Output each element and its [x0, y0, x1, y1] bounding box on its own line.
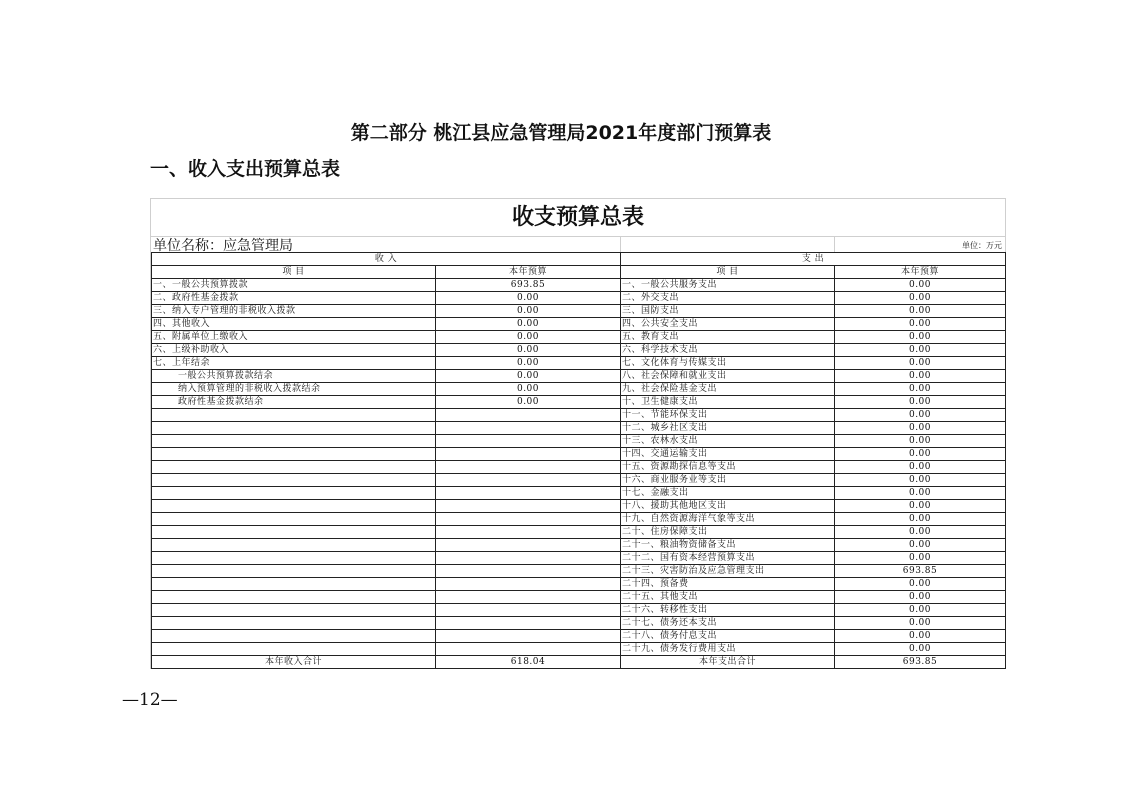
expense-value: 0.00 — [835, 513, 1006, 526]
expense-item: 二十、住房保障支出 — [621, 526, 835, 539]
expense-value: 0.00 — [835, 292, 1006, 305]
expense-value: 0.00 — [835, 591, 1006, 604]
budget-sheet — [150, 198, 1006, 669]
table-row — [152, 565, 1006, 578]
income-item: 政府性基金拨款结余 — [152, 396, 436, 409]
income-item: 三、纳入专户管理的非税收入拨款 — [152, 305, 436, 318]
expense-total-value: 693.85 — [835, 656, 1006, 669]
income-value: 0.00 — [436, 357, 621, 370]
expense-value: 0.00 — [835, 305, 1006, 318]
expense-value: 0.00 — [835, 643, 1006, 656]
expense-item: 二、外交支出 — [621, 292, 835, 305]
income-item — [152, 604, 436, 617]
income-total-label: 本年收入合计 — [152, 656, 436, 669]
budget-table — [151, 252, 1006, 669]
income-item — [152, 500, 436, 513]
expense-item: 二十八、债务付息支出 — [621, 630, 835, 643]
expense-item: 十九、自然资源海洋气象等支出 — [621, 513, 835, 526]
expense-item: 十三、农林水支出 — [621, 435, 835, 448]
income-value — [436, 500, 621, 513]
expense-item: 二十六、转移性支出 — [621, 604, 835, 617]
expense-item: 十八、援助其他地区支出 — [621, 500, 835, 513]
expense-item-column-header: 项 目 — [621, 266, 835, 279]
income-item — [152, 565, 436, 578]
income-value — [436, 565, 621, 578]
expense-item: 二十四、预备费 — [621, 578, 835, 591]
table-row — [152, 578, 1006, 591]
expense-value: 0.00 — [835, 630, 1006, 643]
expense-value: 0.00 — [835, 370, 1006, 383]
column-header-row — [152, 266, 1006, 279]
sheet-title: 收支预算总表 — [151, 199, 1005, 237]
income-value: 0.00 — [436, 305, 621, 318]
expense-item: 二十九、债务发行费用支出 — [621, 643, 835, 656]
table-row — [152, 617, 1006, 630]
income-item — [152, 526, 436, 539]
income-value — [436, 604, 621, 617]
income-item — [152, 448, 436, 461]
income-item — [152, 461, 436, 474]
expense-value: 0.00 — [835, 331, 1006, 344]
divider — [834, 237, 835, 252]
expense-item: 十六、商业服务业等支出 — [621, 474, 835, 487]
table-row — [152, 526, 1006, 539]
income-item — [152, 630, 436, 643]
income-item — [152, 539, 436, 552]
expense-total-label: 本年支出合计 — [621, 656, 835, 669]
expense-item: 十二、城乡社区支出 — [621, 422, 835, 435]
income-value — [436, 643, 621, 656]
income-value: 0.00 — [436, 292, 621, 305]
income-value — [436, 617, 621, 630]
table-row — [152, 500, 1006, 513]
income-value — [436, 630, 621, 643]
expense-value: 0.00 — [835, 279, 1006, 292]
expense-value: 0.00 — [835, 435, 1006, 448]
table-row — [152, 292, 1006, 305]
expense-item: 十七、金融支出 — [621, 487, 835, 500]
expense-item: 三、国防支出 — [621, 305, 835, 318]
unit-row — [151, 237, 1005, 252]
income-item — [152, 643, 436, 656]
table-row — [152, 552, 1006, 565]
expense-item: 十一、节能环保支出 — [621, 409, 835, 422]
income-value: 0.00 — [436, 344, 621, 357]
income-item: 一般公共预算拨款结余 — [152, 370, 436, 383]
income-value: 0.00 — [436, 396, 621, 409]
table-row — [152, 630, 1006, 643]
income-value — [436, 409, 621, 422]
income-value — [436, 578, 621, 591]
income-item — [152, 474, 436, 487]
expense-item: 二十一、粮油物资储备支出 — [621, 539, 835, 552]
expense-value: 0.00 — [835, 552, 1006, 565]
table-row — [152, 435, 1006, 448]
income-budget-column-header: 本年预算 — [436, 266, 621, 279]
income-item — [152, 487, 436, 500]
expense-value: 0.00 — [835, 474, 1006, 487]
income-item: 七、上年结余 — [152, 357, 436, 370]
expense-value: 0.00 — [835, 526, 1006, 539]
expense-item: 十五、资源勘探信息等支出 — [621, 461, 835, 474]
income-item — [152, 409, 436, 422]
income-item — [152, 578, 436, 591]
expense-item: 九、社会保险基金支出 — [621, 383, 835, 396]
table-row — [152, 513, 1006, 526]
expense-value: 0.00 — [835, 344, 1006, 357]
expense-item: 十、卫生健康支出 — [621, 396, 835, 409]
table-row — [152, 305, 1006, 318]
unit-name: 单位名称：应急管理局 — [153, 238, 293, 254]
income-value — [436, 591, 621, 604]
income-item — [152, 435, 436, 448]
income-item — [152, 422, 436, 435]
table-row — [152, 643, 1006, 656]
expense-value: 0.00 — [835, 396, 1006, 409]
expense-value: 0.00 — [835, 578, 1006, 591]
income-value — [436, 487, 621, 500]
income-item: 一、一般公共预算拨款 — [152, 279, 436, 292]
expense-value: 0.00 — [835, 318, 1006, 331]
table-row — [152, 448, 1006, 461]
expense-item: 二十五、其他支出 — [621, 591, 835, 604]
table-row — [152, 396, 1006, 409]
income-value: 693.85 — [436, 279, 621, 292]
expense-budget-column-header: 本年预算 — [835, 266, 1006, 279]
table-row — [152, 591, 1006, 604]
expense-value: 0.00 — [835, 357, 1006, 370]
table-row — [152, 318, 1006, 331]
expense-value: 693.85 — [835, 565, 1006, 578]
table-row — [152, 370, 1006, 383]
expense-value: 0.00 — [835, 461, 1006, 474]
income-value — [436, 435, 621, 448]
expense-value: 0.00 — [835, 617, 1006, 630]
income-value: 0.00 — [436, 383, 621, 396]
expense-item: 十四、交通运输支出 — [621, 448, 835, 461]
income-value — [436, 552, 621, 565]
expense-item: 一、一般公共服务支出 — [621, 279, 835, 292]
income-item: 二、政府性基金拨款 — [152, 292, 436, 305]
expense-item: 五、教育支出 — [621, 331, 835, 344]
expense-value: 0.00 — [835, 383, 1006, 396]
table-row — [152, 331, 1006, 344]
expense-item: 二十七、债务还本支出 — [621, 617, 835, 630]
table-row — [152, 383, 1006, 396]
income-item-column-header: 项 目 — [152, 266, 436, 279]
unit-label: 单位：万元 — [962, 241, 1002, 250]
income-item: 六、上级补助收入 — [152, 344, 436, 357]
table-row — [152, 409, 1006, 422]
expense-value: 0.00 — [835, 487, 1006, 500]
expense-value: 0.00 — [835, 422, 1006, 435]
section-title: 一、收入支出预算总表 — [150, 158, 341, 180]
expense-value: 0.00 — [835, 604, 1006, 617]
income-value: 0.00 — [436, 318, 621, 331]
expense-value: 0.00 — [835, 539, 1006, 552]
income-value — [436, 474, 621, 487]
income-item — [152, 552, 436, 565]
expense-value: 0.00 — [835, 448, 1006, 461]
totals-row — [152, 656, 1006, 669]
table-row — [152, 357, 1006, 370]
expense-item: 六、科学技术支出 — [621, 344, 835, 357]
table-row — [152, 474, 1006, 487]
income-value — [436, 422, 621, 435]
expense-item: 七、文化体育与传媒支出 — [621, 357, 835, 370]
expense-item: 二十二、国有资本经营预算支出 — [621, 552, 835, 565]
expense-item: 四、公共安全支出 — [621, 318, 835, 331]
income-value — [436, 448, 621, 461]
income-item: 纳入预算管理的非税收入拨款结余 — [152, 383, 436, 396]
expense-item: 八、社会保障和就业支出 — [621, 370, 835, 383]
income-item: 五、附属单位上缴收入 — [152, 331, 436, 344]
income-value — [436, 461, 621, 474]
income-item — [152, 591, 436, 604]
table-row — [152, 279, 1006, 292]
income-value: 0.00 — [436, 331, 621, 344]
income-value — [436, 526, 621, 539]
expense-value: 0.00 — [835, 500, 1006, 513]
income-value: 0.00 — [436, 370, 621, 383]
part-title: 第二部分 桃江县应急管理局2021年度部门预算表 — [350, 122, 772, 144]
table-row — [152, 344, 1006, 357]
income-value — [436, 513, 621, 526]
income-item — [152, 513, 436, 526]
page-number: —12— — [122, 690, 178, 710]
table-body — [152, 279, 1006, 656]
expense-value: 0.00 — [835, 409, 1006, 422]
income-item: 四、其他收入 — [152, 318, 436, 331]
divider — [620, 237, 621, 252]
income-value — [436, 539, 621, 552]
income-total-value: 618.04 — [436, 656, 621, 669]
table-row — [152, 422, 1006, 435]
expense-item: 二十三、灾害防治及应急管理支出 — [621, 565, 835, 578]
table-row — [152, 487, 1006, 500]
table-row — [152, 539, 1006, 552]
table-row — [152, 604, 1006, 617]
income-item — [152, 617, 436, 630]
expense-header: 支 出 — [621, 253, 1006, 266]
table-row — [152, 461, 1006, 474]
income-header: 收 入 — [152, 253, 621, 266]
